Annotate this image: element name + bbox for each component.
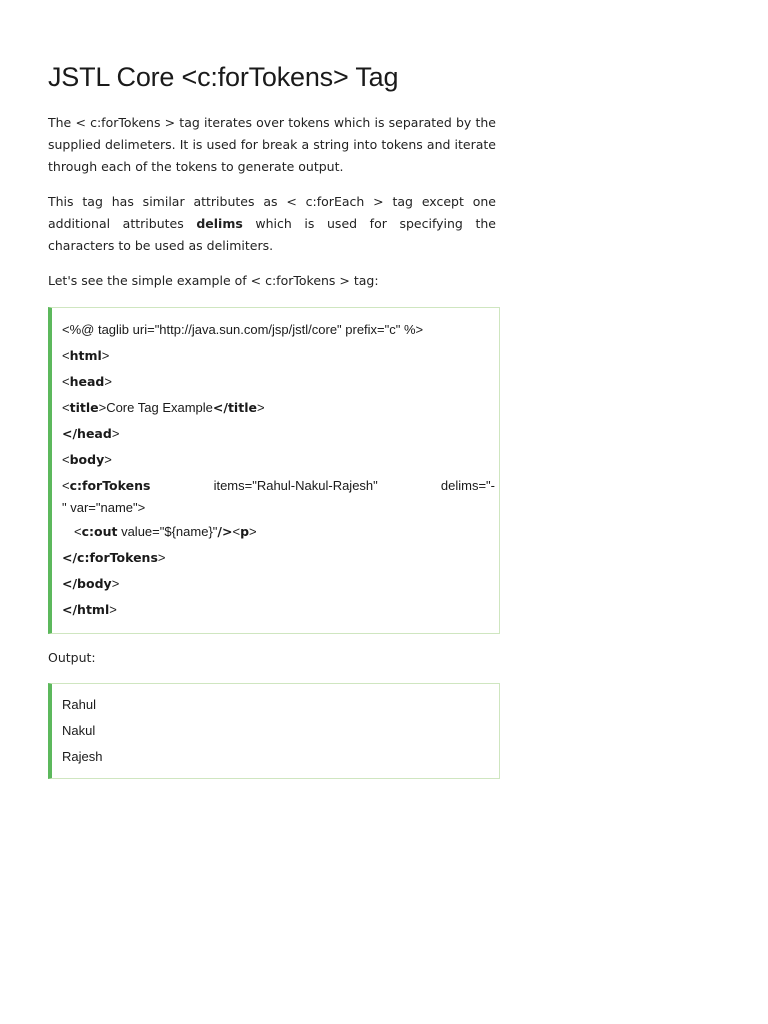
code-tag-head: head xyxy=(69,374,105,389)
output-block xyxy=(48,683,500,779)
fortokens-delims-attr: delims="- xyxy=(440,478,495,493)
output-line: Rajesh xyxy=(62,749,103,764)
code-lt: < xyxy=(62,478,70,493)
code-line-head-open xyxy=(62,369,499,395)
code-gt: > xyxy=(98,400,107,415)
code-line-fortokens-open xyxy=(62,473,499,519)
page-title: JSTL Core <c:forTokens> Tag xyxy=(48,62,399,92)
code-gt: > xyxy=(101,348,110,363)
code-tag-body: body xyxy=(69,452,105,467)
code-line-html-close xyxy=(62,597,499,623)
code-lt: < xyxy=(62,400,70,415)
code-tag-head-close: head xyxy=(77,426,112,441)
code-ltslash: </ xyxy=(62,426,78,441)
intro-paragraph-3: Let's see the simple example of < c:forTokens > tag: xyxy=(48,273,379,288)
code-line-html-open xyxy=(62,343,499,369)
code-gt: > xyxy=(157,550,166,565)
fortokens-items-attr: items="Rahul-Nakul-Rajesh" xyxy=(213,478,378,493)
code-ltslash: </ xyxy=(212,400,228,415)
fortokens-first-row xyxy=(62,475,495,497)
p2-text-before: This tag has similar attributes as < c:forEach > tag except one additional attributes xyxy=(48,194,496,231)
code-tag-body-close: body xyxy=(77,576,112,591)
code-line-cout xyxy=(62,519,499,545)
code-gt: > xyxy=(109,602,117,617)
code-selfclose: /> xyxy=(217,524,233,539)
code-tag-cout: c:out xyxy=(81,524,118,539)
code-lt: < xyxy=(232,524,241,539)
code-tag-p: p xyxy=(240,524,250,539)
code-line-body-open xyxy=(62,447,499,473)
code-ltslash: </ xyxy=(62,550,78,565)
code-gt: > xyxy=(111,576,120,591)
code-gt: > xyxy=(104,374,112,389)
output-line: Nakul xyxy=(62,723,96,738)
p2-text-after: which is used for specifying the characters to be used as delimiters. xyxy=(48,216,496,253)
code-ltslash: </ xyxy=(62,602,78,617)
code-gt: > xyxy=(104,452,112,467)
code-tag-title: title xyxy=(69,400,99,415)
intro-paragraph-1: The < c:forTokens > tag iterates over tokens which is separated by the supplied delimeters. It is used for break a string into tokens and iterate through each of the tokens to generate output. xyxy=(48,115,496,174)
code-line-title xyxy=(62,395,499,421)
fortokens-tag-part xyxy=(62,475,150,497)
output-line: Rahul xyxy=(62,697,96,712)
code-tag-fortokens-close: c:forTokens xyxy=(77,550,158,565)
code-tag-html-close: html xyxy=(77,602,110,617)
code-lt: < xyxy=(62,348,70,363)
code-ltslash: </ xyxy=(62,576,78,591)
code-line-body-close xyxy=(62,571,499,597)
code-gt: > xyxy=(111,426,120,441)
code-line-fortokens-close xyxy=(62,545,499,571)
code-line-taglib: <%@ taglib uri="http://java.sun.com/jsp/jstl/core" prefix="c" %> xyxy=(62,322,424,337)
code-lt: < xyxy=(62,374,70,389)
code-tag-fortokens: c:forTokens xyxy=(69,478,151,493)
code-tag-title-close: title xyxy=(227,400,257,415)
output-label: Output: xyxy=(48,650,96,665)
code-title-text: Core Tag Example xyxy=(106,400,213,415)
intro-paragraph-2 xyxy=(48,191,496,257)
fortokens-continuation: " var="name"> xyxy=(62,500,146,515)
code-line-head-close xyxy=(62,421,499,447)
code-cout-attr: value="${name}" xyxy=(117,524,218,539)
code-lt: < xyxy=(74,524,82,539)
code-gt: > xyxy=(256,400,265,415)
article xyxy=(48,0,496,779)
code-tag-html: html xyxy=(69,348,102,363)
delims-keyword: delims xyxy=(196,216,243,231)
code-block xyxy=(48,307,500,634)
code-gt: > xyxy=(249,524,257,539)
code-lt: < xyxy=(62,452,70,467)
